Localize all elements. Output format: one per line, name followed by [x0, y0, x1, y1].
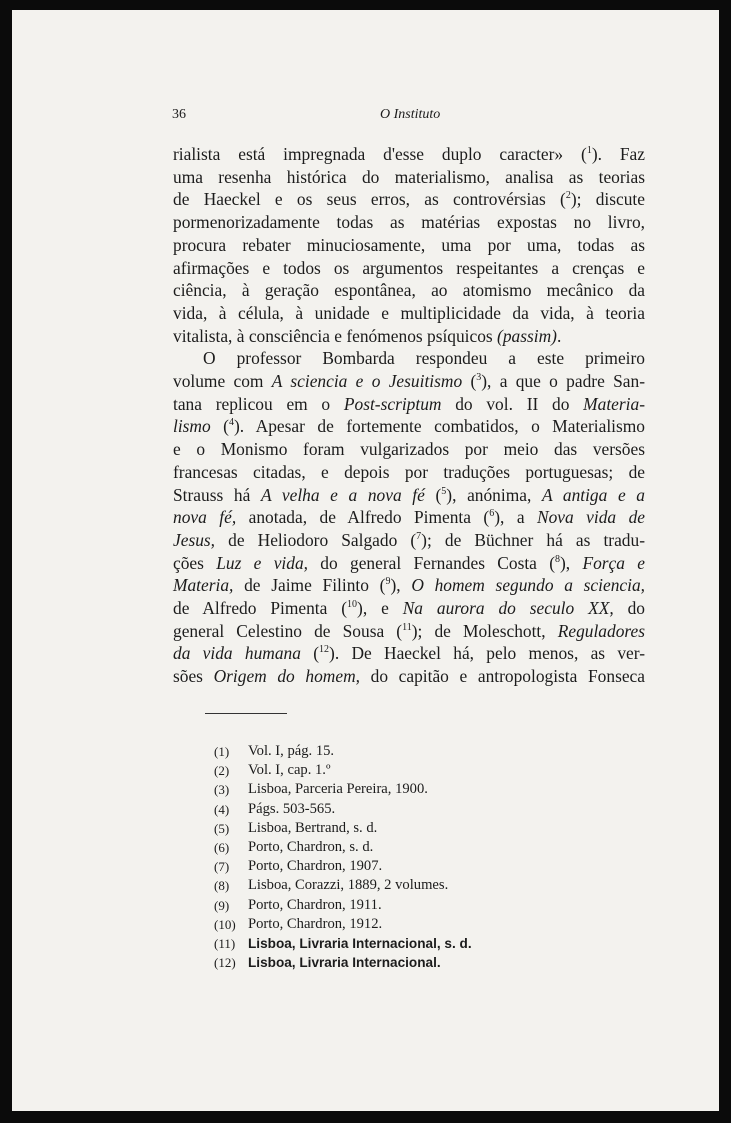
footnotes	[214, 742, 534, 972]
text-line: Jesus, de Heliodoro Salgado ($^7$); de Büchner há as tradu-	[173, 529, 645, 550]
footnote-text: Porto, Chardron, 1911.	[248, 896, 382, 913]
footnote-text: Vol. I, cap. 1.º	[248, 762, 331, 779]
footnote-text: Lisboa, Livraria Internacional.	[248, 955, 441, 971]
text-line: volume com A sciencia e o Jesuitismo ($^3$), a que o padre San-	[173, 371, 645, 392]
footnote-mark: (8)	[214, 878, 230, 894]
footnote-text: Vol. I, pág. 15.	[248, 743, 335, 759]
footnote	[214, 780, 534, 799]
footnote	[214, 857, 534, 876]
text-line: Materia, de Jaime Filinto ($^9$), O homem segundo a sciencia,	[173, 575, 645, 596]
footnote	[214, 838, 534, 857]
footnote	[214, 876, 534, 895]
text-line: vitalista, à consciência e fenómenos psíquicos (passim).	[173, 325, 562, 346]
footnote-text: Lisboa, Corazzi, 1889, 2 volumes.	[248, 877, 449, 894]
text-line: rialista está impregnada d'esse duplo caracter» ($^1$). Faz	[173, 144, 645, 164]
text-line: da vida humana ($^{12}$). De Haeckel há, pelo menos, as ver-	[173, 643, 645, 664]
footnote-mark: (2)	[214, 763, 230, 779]
text-line: general Celestino de Sousa ($^{11}$); de Moleschott, Reguladores	[173, 620, 645, 641]
footnote	[214, 761, 534, 780]
text-line: procura rebater minuciosamente, uma por uma, todas as	[173, 234, 645, 255]
footnote-text: Págs. 503-565.	[248, 800, 336, 817]
footnote	[214, 742, 534, 761]
footnote-mark: (4)	[214, 801, 230, 817]
text-line: de Alfredo Pimenta ($^{10}$), e Na aurora do seculo XX, do	[173, 598, 645, 619]
footnote-divider	[205, 713, 287, 714]
footnote-mark: (6)	[214, 840, 230, 856]
text-line: e o Monismo foram vulgarizados por meio das versões	[173, 439, 645, 460]
footnote-mark: (12)	[214, 955, 236, 971]
footnote-mark: (10)	[214, 916, 236, 932]
text-line: afirmações e todos os argumentos respeitantes a crenças e	[173, 257, 645, 278]
text-line: pormenorizadamente todas as matérias expostas no livro,	[173, 212, 645, 233]
footnote-mark: (5)	[214, 820, 230, 836]
footnote	[214, 819, 534, 838]
footnote-text: Lisboa, Bertrand, s. d.	[248, 819, 378, 836]
text-line: ciência, à geração espontânea, ao atomismo mecânico da	[173, 280, 645, 301]
running-title: O Instituto	[380, 107, 441, 122]
footnote-text: Lisboa, Parceria Pereira, 1900.	[248, 781, 428, 798]
footnote-mark: (7)	[214, 859, 230, 875]
text-line: de Haeckel e os seus erros, as controvérsias ($^2$); discute	[173, 189, 645, 210]
footnote-text: Porto, Chardron, 1907.	[248, 858, 383, 875]
footnote-text: Lisboa, Livraria Internacional, s. d.	[248, 936, 472, 952]
footnote-mark: (1)	[214, 744, 230, 759]
text-line: vida, à célula, à unidade e multiplicidade da vida, à teoria	[173, 302, 645, 323]
text-line: lismo ($^4$). Apesar de fortemente combatidos, o Materialismo	[173, 416, 645, 437]
text-line: francesas citadas, e depois por traduções portuguesas; de	[173, 461, 645, 482]
footnote	[214, 953, 534, 972]
footnote	[214, 800, 534, 819]
page-number: 36	[172, 107, 186, 122]
footnote-text: Porto, Chardron, s. d.	[248, 839, 374, 856]
text-line: uma resenha histórica do materialismo, analisa as teorias	[173, 166, 645, 187]
footnote	[214, 896, 534, 915]
text-line: sões Origem do homem, do capitão e antropologista Fonseca	[173, 666, 645, 687]
footnote-mark: (9)	[214, 897, 230, 913]
footnote-text: Porto, Chardron, 1912.	[248, 915, 383, 932]
text-line: O professor Bombarda respondeu a este primeiro	[203, 348, 645, 369]
body-text	[173, 143, 645, 688]
text-line: tana replicou em o Post-scriptum do vol. II do Materia-	[173, 393, 645, 414]
footnote	[214, 915, 534, 934]
text-line: Strauss há A velha e a nova fé ($^5$), anónima, A antiga e a	[173, 484, 646, 505]
footnote	[214, 934, 534, 953]
page-header	[172, 107, 592, 127]
footnote-mark: (11)	[214, 936, 236, 952]
text-line: nova fé, anotada, de Alfredo Pimenta ($^6$), a Nova vida de	[173, 507, 645, 528]
text-line: ções Luz e vida, do general Fernandes Costa ($^8$), Força e	[173, 552, 645, 573]
footnote-mark: (3)	[214, 782, 230, 798]
